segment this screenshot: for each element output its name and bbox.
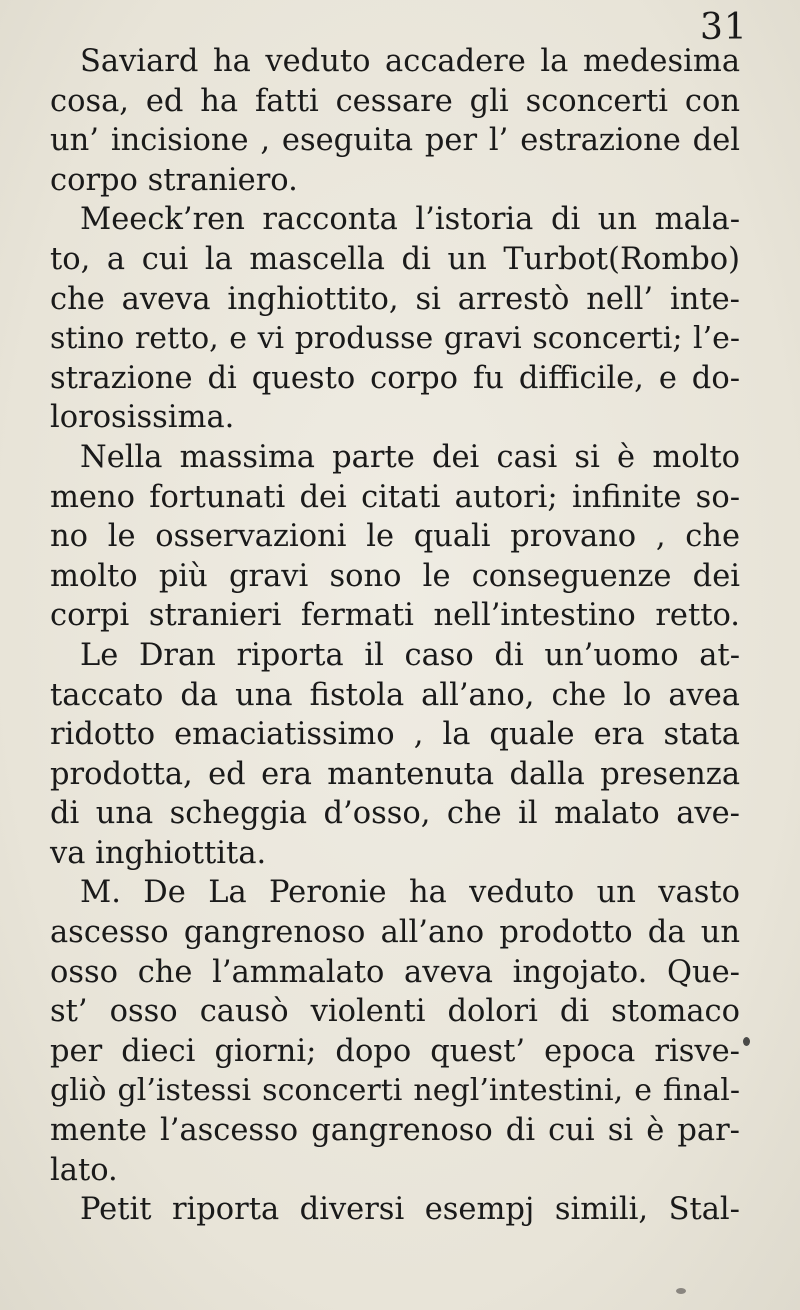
text-line: no le osservazioni le quali provano , che bbox=[50, 519, 740, 555]
text-line: taccato da una fistola all’ano, che lo avea bbox=[50, 677, 740, 713]
ink-blot bbox=[743, 1037, 750, 1046]
text-line: molto più gravi sono le conseguenze dei bbox=[50, 558, 740, 594]
text-line: Saviard ha veduto accadere la medesima bbox=[80, 44, 740, 79]
text-line: va inghiottita. bbox=[50, 835, 267, 871]
text-line: lato. bbox=[50, 1152, 118, 1188]
text-line: Petit riporta diversi esempj simili, Stal- bbox=[80, 1192, 740, 1228]
page-number: 31 bbox=[700, 7, 748, 48]
text-line: to, a cui la mascella di un Turbot(Rombo) bbox=[50, 241, 740, 277]
body-text bbox=[50, 42, 740, 1230]
text-line: st’ osso causò violenti dolori di stomaco bbox=[50, 994, 740, 1030]
text-line: cosa, ed ha fatti cessare gli sconcerti con bbox=[50, 83, 740, 119]
text-line: stino retto, e vi produsse gravi sconcerti; l’e- bbox=[50, 321, 740, 357]
text-line: Le Dran riporta il caso di un’uomo at- bbox=[80, 637, 740, 673]
text-line: corpi stranieri fermati nell’intestino retto. bbox=[50, 598, 740, 634]
text-line: di una scheggia d’osso, che il malato ave- bbox=[50, 796, 740, 832]
text-line: mente l’ascesso gangrenoso di cui si è par- bbox=[50, 1113, 740, 1149]
text-line: meno fortunati dei citati autori; infinite so- bbox=[50, 479, 740, 515]
text-line: Meeck’ren racconta l’istoria di un mala- bbox=[80, 202, 740, 238]
text-line: Nella massima parte dei casi si è molto bbox=[80, 439, 740, 475]
text-line: gliò gl’istessi sconcerti negl’intestini, e final- bbox=[50, 1073, 740, 1109]
text-line: lorosissima. bbox=[50, 400, 235, 436]
text-line: che aveva inghiottito, si arrestò nell’ inte- bbox=[50, 281, 740, 317]
text-line: strazione di questo corpo fu difficile, e do- bbox=[50, 360, 740, 396]
text-line: ridotto emaciatissimo , la quale era stata bbox=[50, 717, 740, 753]
text-line: prodotta, ed era mantenuta dalla presenza bbox=[50, 756, 740, 792]
text-line: ascesso gangrenoso all’ano prodotto da un bbox=[50, 915, 740, 951]
ink-blot bbox=[676, 1288, 686, 1294]
text-line: per dieci giorni; dopo quest’ epoca risve- bbox=[50, 1033, 740, 1069]
text-line: osso che l’ammalato aveva ingojato. Que- bbox=[50, 954, 740, 990]
text-line: M. De La Peronie ha veduto un vasto bbox=[80, 875, 740, 911]
text-line: corpo straniero. bbox=[50, 162, 298, 198]
text-line: un’ incisione , eseguita per l’ estrazione del bbox=[50, 123, 740, 159]
